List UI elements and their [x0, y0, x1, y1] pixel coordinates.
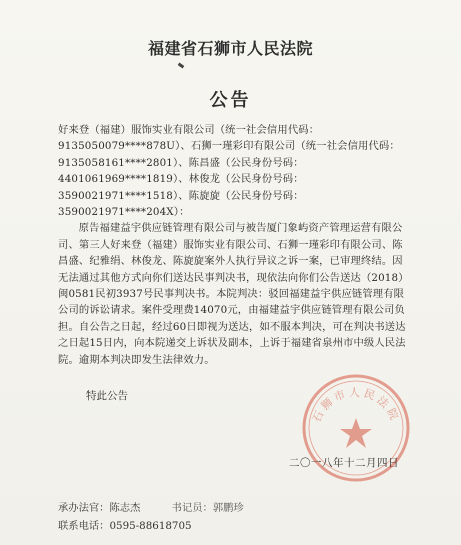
notice-date: 二〇一八年十二月四日 [289, 457, 399, 469]
seal-text: 石狮市人民法院 [309, 386, 403, 425]
clerk-label: 书记员：郭鹏珍 [171, 502, 244, 514]
notice-body [58, 122, 406, 368]
closing-text: 特此公告 [86, 390, 128, 402]
contact-phone: 联系电话：0595-88618705 [58, 520, 192, 532]
stray-mark [178, 63, 185, 69]
seal-star-icon [340, 418, 372, 448]
judge-label: 承办法官：陈志杰 [58, 502, 141, 514]
court-name: 福建省石狮市人民法院 [147, 39, 313, 58]
footer-officers [58, 499, 244, 514]
notice-paragraph: 原告福建益宇供应链管理有限公司与被告厦门象屿资产管理运营有限公司、第三人好来登（福建）服饰实业有限公司、石狮一瑾彩印有限公司、陈昌盛、纪雅绢、林俊龙、陈旋旋案外人执行异议之诉一案，已审理终结。因无法通过其他方式向你们送达民事判决书，现依法向你们公告送达（2018）闽0581民初3937号民事判决书。本院判决：驳回福建益宇供应链管理有限公司的诉讼请求。案件受理费14070元，由福建益宇供应链管理有限公司负担。自公告之日起，经过60日即视为送达，如不服本判决，可在判决书送达之日起15日内，向本院递交上诉状及副本，上诉于福建省泉州市中级人民法院。逾期本判决即发生法律效力。 [58, 222, 406, 366]
addressee-parties: 好来登（福建）服饰实业有限公司（统一社会信用代码：9135050079****878U）、石狮一瑾彩印有限公司（统一社会信用代码：9135058161****2801）、陈昌盛（公民身份号码：4401061969****1819）、林俊龙（公民身份号码：3590021971****1518）、陈旋旋（公民身份号码：3590021971****204X）： [58, 124, 400, 219]
notice-title: 公告 [209, 90, 252, 111]
